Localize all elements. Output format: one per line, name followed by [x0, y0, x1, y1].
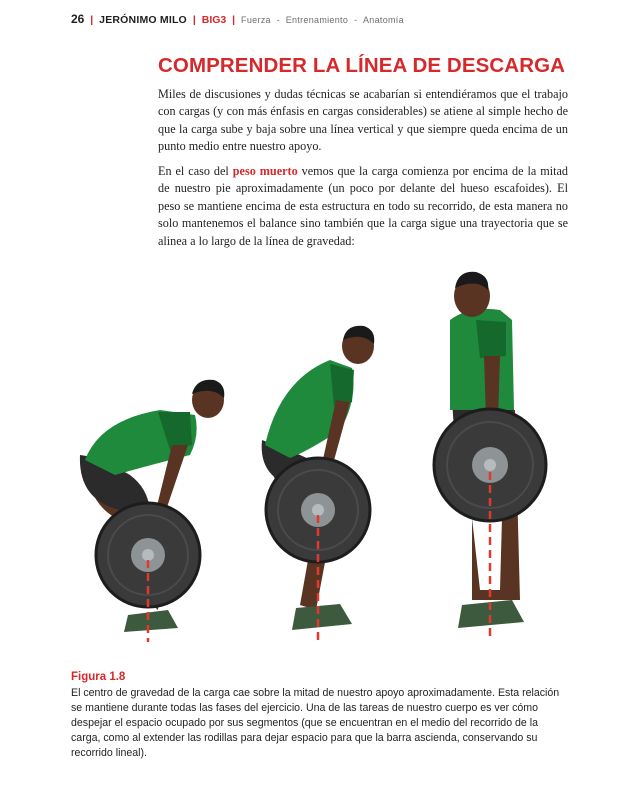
author-name: JERÓNIMO MILO	[99, 14, 187, 26]
figure-caption-title: Figura 1.8	[71, 671, 126, 683]
running-header	[71, 12, 404, 26]
section-fuerza: Fuerza	[241, 15, 271, 25]
header-separator: |	[232, 14, 236, 26]
lifter-mid-position	[262, 326, 375, 640]
paragraph-2-text-start: En el caso del	[158, 164, 233, 178]
paragraph-1: Miles de discusiones y dudas técnicas se acabarían si entendiéramos que el trabajo con cargas (y con más énfasis en cargas considerables) se atiene al simple hecho de que la carga sube y baja sobre una línea vertical y que siempre queda encima de un punto medio entre nuestro apoyo.	[158, 87, 568, 154]
section-entrenamiento: Entrenamiento	[285, 15, 349, 25]
lifter-start-position	[80, 380, 224, 642]
lifter-2-sleeve	[330, 364, 354, 406]
section-anatomia: Anatomía	[362, 15, 404, 25]
figure-caption-text: El centro de gravedad de la carga cae sobre la mitad de nuestro apoyo aproximadamente. Esta relación se mantiene durante todas las fases del ejercicio. Una de las tareas de nuestro cuerpo es ver cómo despejar el espacio ocupado por sus segmentos (que se encuentran en el medio del recorrido de la carga, como al extender las rodillas para dejar espacio para que la barra ascienda, conservando su recorrido lineal).	[71, 687, 560, 759]
header-separator: |	[192, 14, 196, 26]
deadlift-illustration	[0, 260, 618, 655]
lifter-lockout-position	[434, 272, 546, 638]
article-title: COMPRENDER LA LÍNEA DE DESCARGA	[158, 54, 566, 77]
section-separator: -	[276, 15, 280, 25]
lifter-1-shoe	[124, 610, 178, 632]
page-number: 26	[71, 12, 85, 26]
lifter-2-shoe	[292, 604, 352, 630]
lifter-3-sleeve	[476, 320, 506, 358]
paragraph-2-text-end: vemos que la carga comienza por encima de la mitad de nuestro pie aproximadamente (un poco por delante del hueso escafoides). El peso se mantiene encima de esta estructura en todo su recorrido, de esta manera no solo mantenemos el balance sino también que la carga sigue una trayectoria que se alinea a lo largo de la línea de gravedad:	[158, 164, 568, 248]
highlight-peso-muerto: peso muerto	[232, 164, 298, 178]
section-separator: -	[354, 15, 358, 25]
paragraph-2	[158, 163, 568, 250]
brand-name: BIG3	[201, 14, 227, 26]
header-separator: |	[90, 14, 94, 26]
